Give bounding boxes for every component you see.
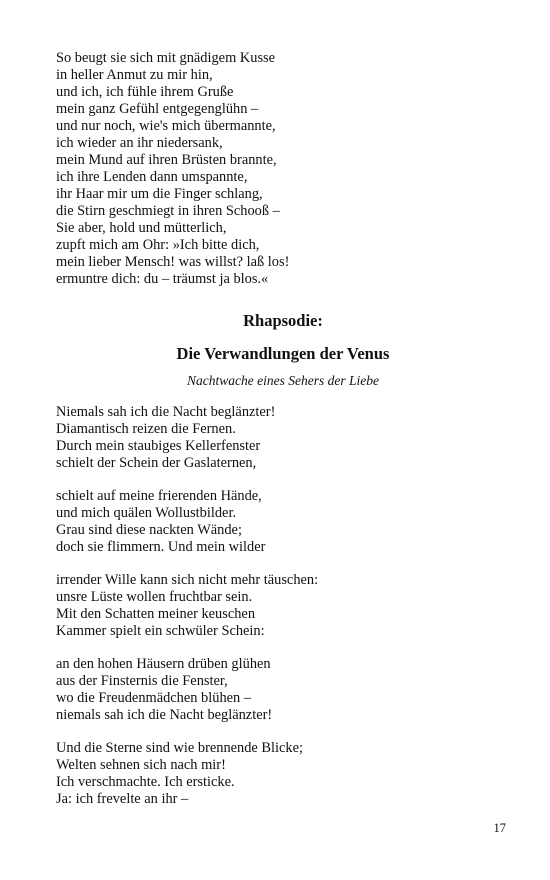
stanza bbox=[56, 488, 516, 556]
verse-line: und nur noch, wie's mich übermannte, bbox=[56, 118, 276, 134]
verse-line: So beugt sie sich mit gnädigem Kusse bbox=[56, 50, 276, 66]
verse-line: Grau sind diese nackten Wände; bbox=[56, 522, 242, 538]
verse-line: Und die Sterne sind wie brennende Blicke; bbox=[56, 740, 303, 756]
verse-line: an den hohen Häusern drüben glühen bbox=[56, 656, 271, 672]
verse-line: mein ganz Gefühl entgegenglühn – bbox=[56, 101, 259, 117]
verse-line: unsre Lüste wollen fruchtbar sein. bbox=[56, 589, 253, 605]
verse-line: ich wieder an ihr niedersank, bbox=[56, 135, 223, 151]
stanza bbox=[56, 404, 516, 472]
verse-line: Niemals sah ich die Nacht beglänzter! bbox=[56, 404, 276, 420]
verse-line: irrender Wille kann sich nicht mehr täuschen: bbox=[56, 572, 319, 588]
verse-line: Kammer spielt ein schwüler Schein: bbox=[56, 623, 265, 639]
verse-line: Ich verschmachte. Ich ersticke. bbox=[56, 774, 235, 790]
verse-line: mein Mund auf ihren Brüsten brannte, bbox=[56, 152, 277, 168]
page-number: 17 bbox=[493, 821, 506, 835]
verse-line: ihr Haar mir um die Finger schlang, bbox=[56, 186, 263, 202]
verse-line: und mich quälen Wollustbilder. bbox=[56, 505, 237, 521]
verse-line: schielt auf meine frierenden Hände, bbox=[56, 488, 262, 504]
verse-line: Diamantisch reizen die Fernen. bbox=[56, 421, 236, 437]
verse-line: Welten sehnen sich nach mir! bbox=[56, 757, 226, 773]
verse-line: mein lieber Mensch! was willst? laß los! bbox=[56, 254, 290, 270]
verse-line: Sie aber, hold und mütterlich, bbox=[56, 220, 227, 236]
verse-line: wo die Freudenmädchen blühen – bbox=[56, 690, 252, 706]
verse-line: und ich, ich fühle ihrem Gruße bbox=[56, 84, 234, 100]
verse-line: aus der Finsternis die Fenster, bbox=[56, 673, 228, 689]
stanza bbox=[56, 656, 516, 724]
verse-line: Durch mein staubiges Kellerfenster bbox=[56, 438, 261, 454]
verse-line: die Stirn geschmiegt in ihren Schooß – bbox=[56, 203, 280, 219]
poem-subtitle: Nachtwache eines Sehers der Liebe bbox=[187, 373, 379, 388]
stanza bbox=[56, 572, 516, 640]
verse-line: ich ihre Lenden dann umspannte, bbox=[56, 169, 248, 185]
verse-line: schielt der Schein der Gaslaternen, bbox=[56, 455, 257, 471]
verse-line: Mit den Schatten meiner keuschen bbox=[56, 606, 256, 622]
verse-line: Ja: ich frevelte an ihr – bbox=[56, 791, 189, 807]
verse-line: in heller Anmut zu mir hin, bbox=[56, 67, 213, 83]
verse-line: doch sie flimmern. Und mein wilder bbox=[56, 539, 266, 555]
section-label: Rhapsodie: bbox=[243, 311, 323, 330]
opening-poem bbox=[56, 50, 516, 288]
verse-line: zupft mich am Ohr: »Ich bitte dich, bbox=[56, 237, 260, 253]
stanza bbox=[56, 740, 516, 808]
verse-line: niemals sah ich die Nacht beglänzter! bbox=[56, 707, 273, 723]
verse-line: ermuntre dich: du – träumst ja blos.« bbox=[56, 271, 269, 287]
poem-title: Die Verwandlungen der Venus bbox=[176, 344, 390, 363]
